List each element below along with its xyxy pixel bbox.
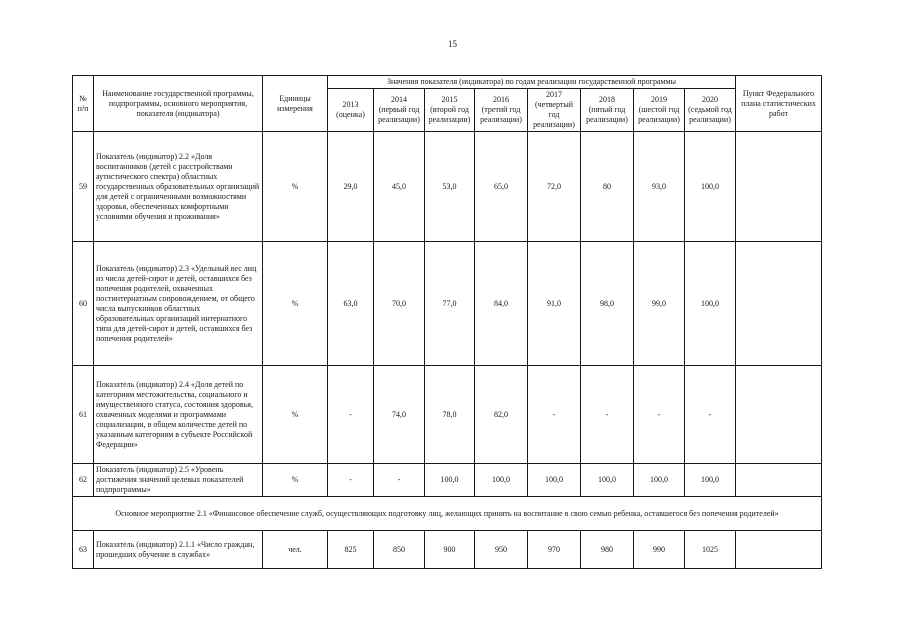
row-value: 100,0 — [425, 464, 475, 497]
row-value: 82,0 — [475, 366, 528, 464]
header-year-1: 2014 (первый год реализации) — [374, 89, 425, 132]
row-value: 99,0 — [634, 242, 685, 366]
row-value: 100,0 — [634, 464, 685, 497]
row-value: 100,0 — [685, 242, 736, 366]
row-plan — [736, 366, 822, 464]
header-year-2: 2015 (второй год реализации) — [425, 89, 475, 132]
header-year-5: 2018 (пятый год реализации) — [581, 89, 634, 132]
row-value: 53,0 — [425, 132, 475, 242]
row-unit: % — [263, 132, 328, 242]
row-value: - — [328, 464, 374, 497]
row-value: 74,0 — [374, 366, 425, 464]
table-row — [73, 531, 822, 569]
section-row: Основное мероприятие 2.1 «Финансовое обеспечение служб, осуществляющих подготовку лиц, желающих принять на воспитание в свою семью ребенка, оставшегося без попечения родителей» — [73, 497, 822, 531]
row-value: 70,0 — [374, 242, 425, 366]
row-value: 80 — [581, 132, 634, 242]
row-unit: % — [263, 366, 328, 464]
row-num: 59 — [73, 132, 94, 242]
table-row — [73, 464, 822, 497]
indicators-table — [72, 75, 822, 569]
row-name: Показатель (индикатор) 2.2 «Доля воспитанников (детей с расстройствами аутистического спектра) областных государственных образовательных организаций для детей с ограниченными возможностями здоровья, обеспеченных комфортными условиями обучения и проживания» — [94, 132, 263, 242]
row-value: - — [374, 464, 425, 497]
row-value: - — [528, 366, 581, 464]
row-value: 950 — [475, 531, 528, 569]
row-value: 78,0 — [425, 366, 475, 464]
row-name: Показатель (индикатор) 2.3 «Удельный вес лиц из числа детей-сирот и детей, оставшихся без попечения родителей, охваченных постинтернатным сопровождением, от общего числа выпускников областных образовательных организаций интернатного типа для детей-сирот и детей, оставшихся без попечения родителей» — [94, 242, 263, 366]
row-name: Показатель (индикатор) 2.4 «Доля детей по категориям местожительства, социального и имущественного статуса, состояния здоровья, охваченных моделями и программами социализации, в общем количестве детей по указанным категориям в субъекте Российской Федерации» — [94, 366, 263, 464]
header-name: Наименование государственной программы, подпрограммы, основного мероприятия, показателя (индикатора) — [94, 76, 263, 132]
row-value: 990 — [634, 531, 685, 569]
table-row — [73, 366, 822, 464]
row-plan — [736, 242, 822, 366]
row-value: 100,0 — [685, 132, 736, 242]
header-year-3: 2016 (третий год реализации) — [475, 89, 528, 132]
table-row — [73, 132, 822, 242]
row-value: - — [581, 366, 634, 464]
row-value: 970 — [528, 531, 581, 569]
row-value: 77,0 — [425, 242, 475, 366]
row-value: 91,0 — [528, 242, 581, 366]
row-value: 850 — [374, 531, 425, 569]
row-value: - — [634, 366, 685, 464]
row-value: 45,0 — [374, 132, 425, 242]
header-year-0: 2013 (оценка) — [328, 89, 374, 132]
row-plan — [736, 132, 822, 242]
header-values-group: Значения показателя (индикатора) по годам реализации государственной программы — [328, 76, 736, 89]
row-value: 1025 — [685, 531, 736, 569]
row-value: 98,0 — [581, 242, 634, 366]
row-value: - — [685, 366, 736, 464]
row-num: 61 — [73, 366, 94, 464]
row-value: 84,0 — [475, 242, 528, 366]
row-value: - — [328, 366, 374, 464]
header-num: № п/п — [73, 76, 94, 132]
header-unit: Единицы измерения — [263, 76, 328, 132]
row-value: 100,0 — [581, 464, 634, 497]
row-value: 980 — [581, 531, 634, 569]
row-name: Показатель (индикатор) 2.5 «Уровень достижения значений целевых показателей подпрограммы» — [94, 464, 263, 497]
row-name: Показатель (индикатор) 2.1.1 «Число граждан, прошедших обучение в службах» — [94, 531, 263, 569]
row-unit: чел. — [263, 531, 328, 569]
row-value: 100,0 — [528, 464, 581, 497]
row-plan — [736, 464, 822, 497]
row-plan — [736, 531, 822, 569]
table-row — [73, 242, 822, 366]
row-unit: % — [263, 242, 328, 366]
header-plan: Пункт Федерального плана статистических работ — [736, 76, 822, 132]
header-year-6: 2019 (шестой год реализации) — [634, 89, 685, 132]
row-num: 60 — [73, 242, 94, 366]
row-value: 65,0 — [475, 132, 528, 242]
page-number: 15 — [448, 39, 457, 49]
row-num: 63 — [73, 531, 94, 569]
row-value: 63,0 — [328, 242, 374, 366]
row-value: 825 — [328, 531, 374, 569]
row-num: 62 — [73, 464, 94, 497]
row-value: 100,0 — [475, 464, 528, 497]
row-unit: % — [263, 464, 328, 497]
header-year-4: 2017 (четвертый год реализации) — [528, 89, 581, 132]
row-value: 29,0 — [328, 132, 374, 242]
header-year-7: 2020 (седьмой год реализации) — [685, 89, 736, 132]
row-value: 93,0 — [634, 132, 685, 242]
row-value: 900 — [425, 531, 475, 569]
row-value: 72,0 — [528, 132, 581, 242]
row-value: 100,0 — [685, 464, 736, 497]
